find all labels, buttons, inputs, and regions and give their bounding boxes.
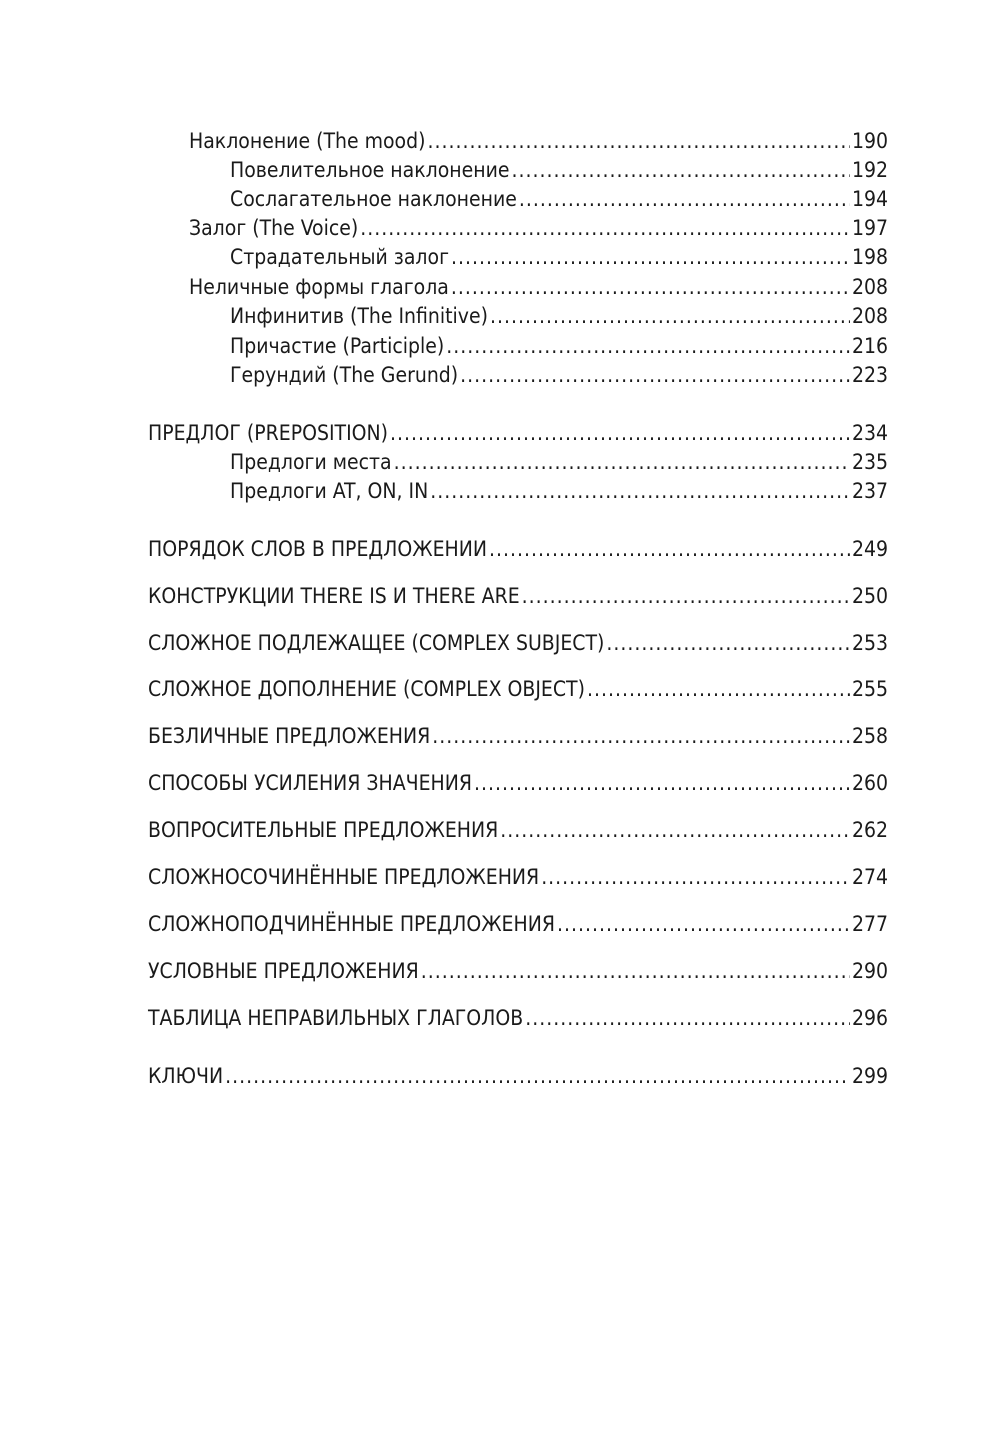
toc-entry[interactable] bbox=[148, 956, 888, 986]
toc-entry-page: 277 bbox=[851, 912, 888, 936]
dot-leader bbox=[519, 184, 850, 214]
toc-entry[interactable] bbox=[230, 331, 888, 361]
toc-entry[interactable] bbox=[230, 184, 888, 214]
toc-entry-page: 258 bbox=[851, 724, 888, 748]
dot-leader bbox=[490, 301, 850, 331]
toc-entry-page: 198 bbox=[851, 245, 888, 269]
dot-leader bbox=[557, 909, 850, 939]
toc-entry-page: 237 bbox=[851, 479, 888, 503]
dot-leader bbox=[421, 956, 850, 986]
toc-entry[interactable] bbox=[148, 534, 888, 564]
dot-leader bbox=[427, 126, 849, 156]
toc-entry-page: 208 bbox=[851, 275, 888, 299]
toc-entry[interactable] bbox=[189, 126, 888, 156]
toc-entry-page: 299 bbox=[851, 1064, 888, 1088]
toc-entry-title: Неличные формы глагола bbox=[189, 275, 449, 299]
toc-entry-title: Страдательный залог bbox=[230, 245, 449, 269]
dot-leader bbox=[525, 1003, 850, 1033]
toc-entry[interactable] bbox=[148, 909, 888, 939]
toc-entry[interactable] bbox=[230, 360, 888, 390]
toc-entry-page: 290 bbox=[851, 959, 888, 983]
toc-entry-title: КЛЮЧИ bbox=[148, 1064, 224, 1088]
toc-entry-title: КОНСТРУКЦИИ THERE IS И THERE ARE bbox=[148, 584, 520, 608]
dot-leader bbox=[451, 242, 850, 272]
toc-entry-page: 223 bbox=[851, 363, 888, 387]
toc-entry[interactable] bbox=[148, 1003, 888, 1033]
toc-entry-page: 190 bbox=[851, 129, 888, 153]
toc-entry-page: 262 bbox=[851, 818, 888, 842]
toc-entry-title: СЛОЖНОЕ ПОДЛЕЖАЩЕЕ (COMPLEX SUBJECT) bbox=[148, 631, 605, 655]
toc-entry-page: 296 bbox=[851, 1006, 888, 1030]
toc-entry-page: 208 bbox=[851, 304, 888, 328]
toc-entry-page: 250 bbox=[851, 584, 888, 608]
toc-entry[interactable] bbox=[148, 862, 888, 892]
toc-entry-title: Предлоги AT, ON, IN bbox=[230, 479, 429, 503]
dot-leader bbox=[541, 862, 850, 892]
toc-entry-title: Предлоги места bbox=[230, 450, 392, 474]
dot-leader bbox=[446, 331, 850, 361]
toc-entry-title: БЕЗЛИЧНЫЕ ПРЕДЛОЖЕНИЯ bbox=[148, 724, 431, 748]
dot-leader bbox=[587, 674, 850, 704]
toc-entry[interactable] bbox=[148, 418, 888, 448]
toc-entry-title: Залог (The Voice) bbox=[189, 216, 359, 240]
toc-entry-page: 197 bbox=[851, 216, 888, 240]
toc-entry[interactable] bbox=[148, 674, 888, 704]
dot-leader bbox=[500, 815, 850, 845]
toc-entry-title: ТАБЛИЦА НЕПРАВИЛЬНЫХ ГЛАГОЛОВ bbox=[148, 1006, 524, 1030]
dot-leader bbox=[606, 628, 850, 658]
toc-entry-page: 235 bbox=[851, 450, 888, 474]
toc-entry[interactable] bbox=[189, 213, 888, 243]
toc-entry-title: СЛОЖНОЕ ДОПОЛНЕНИЕ (COMPLEX OBJECT) bbox=[148, 677, 585, 701]
dot-leader bbox=[474, 768, 850, 798]
toc-entry[interactable] bbox=[189, 272, 888, 302]
toc-entry-title: Инфинитив (The Infinitive) bbox=[230, 304, 488, 328]
toc-entry-title: Причастие (Participle) bbox=[230, 334, 445, 358]
dot-leader bbox=[512, 155, 850, 185]
dot-leader bbox=[360, 213, 850, 243]
toc-entry[interactable] bbox=[148, 721, 888, 751]
dot-leader bbox=[394, 447, 850, 477]
dot-leader bbox=[489, 534, 850, 564]
toc-entry[interactable] bbox=[230, 242, 888, 272]
toc-entry-title: ПРЕДЛОГ (PREPOSITION) bbox=[148, 421, 389, 445]
toc-entry[interactable] bbox=[230, 301, 888, 331]
toc-entry[interactable] bbox=[230, 476, 888, 506]
toc-entry-page: 249 bbox=[851, 537, 888, 561]
dot-leader bbox=[225, 1061, 850, 1091]
toc-entry-page: 274 bbox=[851, 865, 888, 889]
toc-entry[interactable] bbox=[148, 1061, 888, 1091]
toc-entry-title: Сослагательное наклонение bbox=[230, 187, 517, 211]
toc-entry-title: СПОСОБЫ УСИЛЕНИЯ ЗНАЧЕНИЯ bbox=[148, 771, 473, 795]
toc-entry-title: ПОРЯДОК СЛОВ В ПРЕДЛОЖЕНИИ bbox=[148, 537, 487, 561]
toc-entry-page: 194 bbox=[851, 187, 888, 211]
toc-entry[interactable] bbox=[148, 628, 888, 658]
toc-entry-title: УСЛОВНЫЕ ПРЕДЛОЖЕНИЯ bbox=[148, 959, 419, 983]
toc-entry-page: 260 bbox=[851, 771, 888, 795]
toc-entry-title: СЛОЖНОСОЧИНЁННЫЕ ПРЕДЛОЖЕНИЯ bbox=[148, 865, 540, 889]
dot-leader bbox=[522, 581, 850, 611]
dot-leader bbox=[451, 272, 850, 302]
toc-entry-page: 192 bbox=[851, 158, 888, 182]
toc-entry-page: 234 bbox=[851, 421, 888, 445]
toc-entry[interactable] bbox=[230, 155, 888, 185]
toc-entry-title: СЛОЖНОПОДЧИНЁННЫЕ ПРЕДЛОЖЕНИЯ bbox=[148, 912, 555, 936]
toc-entry-page: 255 bbox=[851, 677, 888, 701]
dot-leader bbox=[390, 418, 850, 448]
toc-entry-title: ВОПРОСИТЕЛЬНЫЕ ПРЕДЛОЖЕНИЯ bbox=[148, 818, 499, 842]
toc-entry-page: 253 bbox=[851, 631, 888, 655]
dot-leader bbox=[430, 476, 850, 506]
toc-entry-page: 216 bbox=[851, 334, 888, 358]
toc-entry[interactable] bbox=[148, 581, 888, 611]
toc-entry-title: Герундий (The Gerund) bbox=[230, 363, 459, 387]
dot-leader bbox=[460, 360, 850, 390]
toc-entry-title: Наклонение (The mood) bbox=[189, 129, 426, 153]
dot-leader bbox=[432, 721, 850, 751]
toc-entry-title: Повелительное наклонение bbox=[230, 158, 510, 182]
toc-entry[interactable] bbox=[148, 768, 888, 798]
toc-entry[interactable] bbox=[230, 447, 888, 477]
toc-entry[interactable] bbox=[148, 815, 888, 845]
